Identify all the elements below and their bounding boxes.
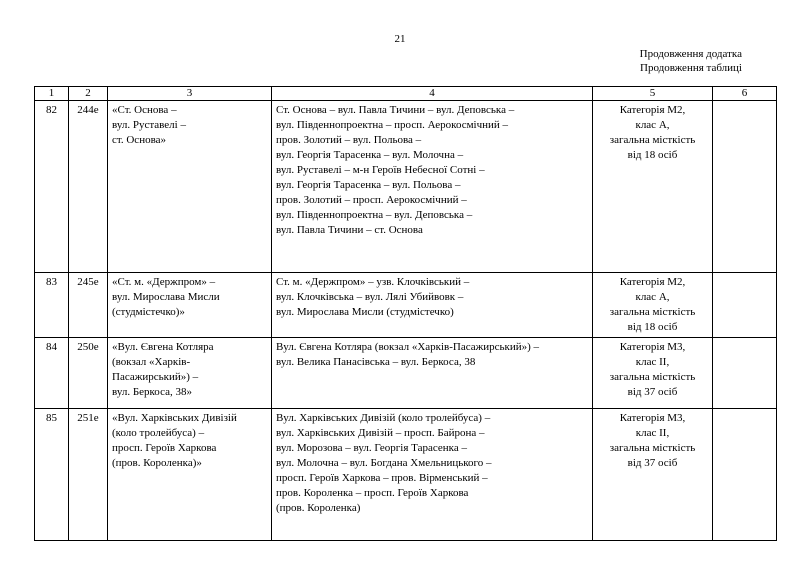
route-number-cell: 244е <box>69 101 108 273</box>
route-path-cell-line: Вул. Євгена Котляра (вокзал «Харків-Пасажирський») – <box>276 341 540 353</box>
route-name-cell <box>108 409 272 541</box>
vehicle-category-cell-line: загальна місткість <box>609 134 696 146</box>
route-path-cell-line: вул. Павла Тичини – ст. Основа <box>276 224 423 236</box>
route-path-cell-line: пров. Золотий – вул. Польова – <box>276 134 422 146</box>
route-name-cell-line: вул. Беркоса, 38» <box>112 386 192 398</box>
route-name-cell-line: вул. Мирослава Мисли <box>112 291 220 303</box>
vehicle-category-cell-line: від 37 осіб <box>627 386 678 398</box>
route-path-cell-line: вул. Молочна – вул. Богдана Хмельницького – <box>276 457 492 469</box>
header-row <box>35 87 777 101</box>
route-name-cell <box>108 273 272 338</box>
column-header: 2 <box>69 87 108 101</box>
route-path-cell-line: Вул. Харківських Дивізій (коло тролейбуса) – <box>276 412 491 424</box>
route-path-cell-line: вул. Мирослава Мисли (студмістечко) <box>276 306 454 318</box>
column-header: 4 <box>272 87 593 101</box>
route-path-cell-line: вул. Велика Панасівська – вул. Беркоса, 38 <box>276 356 476 368</box>
route-name-cell-line: ст. Основа» <box>112 134 167 146</box>
table-row <box>35 409 777 541</box>
table-row <box>35 101 777 273</box>
route-name-cell-line: «Ст. м. «Держпром» – <box>112 276 216 288</box>
vehicle-category-cell-line: Категорія М2, <box>619 104 686 116</box>
vehicle-category-cell <box>593 273 713 338</box>
vehicle-category-cell <box>593 101 713 273</box>
route-path-cell-line: Ст. м. «Держпром» – узв. Клочківський – <box>276 276 470 288</box>
route-path-cell-line: вул. Харківських Дивізій – просп. Байрона – <box>276 427 485 439</box>
table-row <box>35 273 777 338</box>
vehicle-category-cell-line: клас ІІ, <box>635 356 670 368</box>
route-name-cell-line: вул. Руставелі – <box>112 119 186 131</box>
route-path-cell-line: (пров. Короленка) <box>276 502 361 514</box>
vehicle-category-cell-line: від 37 осіб <box>627 457 678 469</box>
route-path-cell-line: Ст. Основа – вул. Павла Тичини – вул. Деповська – <box>276 104 515 116</box>
note-cell <box>713 273 777 338</box>
route-name-cell-line: (пров. Короленка)» <box>112 457 202 469</box>
route-path-cell-line: вул. Південнопроектна – просп. Аерокосмічний – <box>276 119 509 131</box>
note-cell <box>713 338 777 409</box>
route-name-cell-line: «Вул. Євгена Котляра <box>112 341 214 353</box>
route-number-cell: 251е <box>69 409 108 541</box>
route-name-cell <box>108 101 272 273</box>
column-header: 6 <box>713 87 777 101</box>
route-path-cell-line: вул. Південнопроектна – вул. Деповська – <box>276 209 473 221</box>
table-row <box>35 338 777 409</box>
route-number-cell: 245е <box>69 273 108 338</box>
row-number-cell: 85 <box>35 409 69 541</box>
vehicle-category-cell-line: клас А, <box>635 119 670 131</box>
route-path-cell <box>272 409 593 541</box>
column-header: 5 <box>593 87 713 101</box>
continuation-note <box>640 47 742 75</box>
route-path-cell-line: вул. Георгія Тарасенка – вул. Польова – <box>276 179 461 191</box>
route-path-cell-line: пров. Короленка – просп. Героїв Харкова <box>276 487 469 499</box>
row-number-cell: 84 <box>35 338 69 409</box>
routes-table <box>34 86 777 541</box>
route-path-cell <box>272 338 593 409</box>
vehicle-category-cell <box>593 409 713 541</box>
vehicle-category-cell-line: від 18 осіб <box>627 321 678 333</box>
route-name-cell-line: «Ст. Основа – <box>112 104 177 116</box>
vehicle-category-cell-line: клас А, <box>635 291 670 303</box>
row-number-cell: 83 <box>35 273 69 338</box>
route-path-cell <box>272 273 593 338</box>
vehicle-category-cell-line: Категорія М3, <box>619 412 686 424</box>
continuation-line: Продовження додатка <box>639 48 742 60</box>
vehicle-category-cell-line: загальна місткість <box>609 371 696 383</box>
note-cell <box>713 409 777 541</box>
route-path-cell-line: вул. Морозова – вул. Георгія Тарасенка – <box>276 442 467 454</box>
row-number-cell: 82 <box>35 101 69 273</box>
continuation-line: Продовження таблиці <box>640 62 742 74</box>
route-name-cell-line: (коло тролейбуса) – <box>112 427 205 439</box>
route-name-cell-line: просп. Героїв Харкова <box>112 442 217 454</box>
table-body <box>35 101 777 541</box>
route-name-cell-line: (студмістечко)» <box>112 306 185 318</box>
route-name-cell-line: «Вул. Харківських Дивізій <box>112 412 237 424</box>
note-cell <box>713 101 777 273</box>
route-name-cell <box>108 338 272 409</box>
column-header: 1 <box>35 87 69 101</box>
route-path-cell <box>272 101 593 273</box>
vehicle-category-cell-line: Категорія М2, <box>619 276 686 288</box>
vehicle-category-cell <box>593 338 713 409</box>
route-name-cell-line: Пасажирський») – <box>112 371 199 383</box>
route-path-cell-line: пров. Золотий – просп. Аерокосмічний – <box>276 194 467 206</box>
route-path-cell-line: вул. Клочківська – вул. Лялі Убийвовк – <box>276 291 464 303</box>
route-path-cell-line: вул. Георгія Тарасенка – вул. Молочна – <box>276 149 464 161</box>
route-number-cell: 250е <box>69 338 108 409</box>
vehicle-category-cell-line: загальна місткість <box>609 442 696 454</box>
route-path-cell-line: вул. Руставелі – м-н Героїв Небесної Сотні – <box>276 164 485 176</box>
vehicle-category-cell-line: клас ІІ, <box>635 427 670 439</box>
vehicle-category-cell-line: Категорія М3, <box>619 341 686 353</box>
page-number: 21 <box>394 33 406 45</box>
route-name-cell-line: (вокзал «Харків- <box>112 356 191 368</box>
route-path-cell-line: просп. Героїв Харкова – пров. Вірменський – <box>276 472 488 484</box>
column-header: 3 <box>108 87 272 101</box>
vehicle-category-cell-line: загальна місткість <box>609 306 696 318</box>
vehicle-category-cell-line: від 18 осіб <box>627 149 678 161</box>
